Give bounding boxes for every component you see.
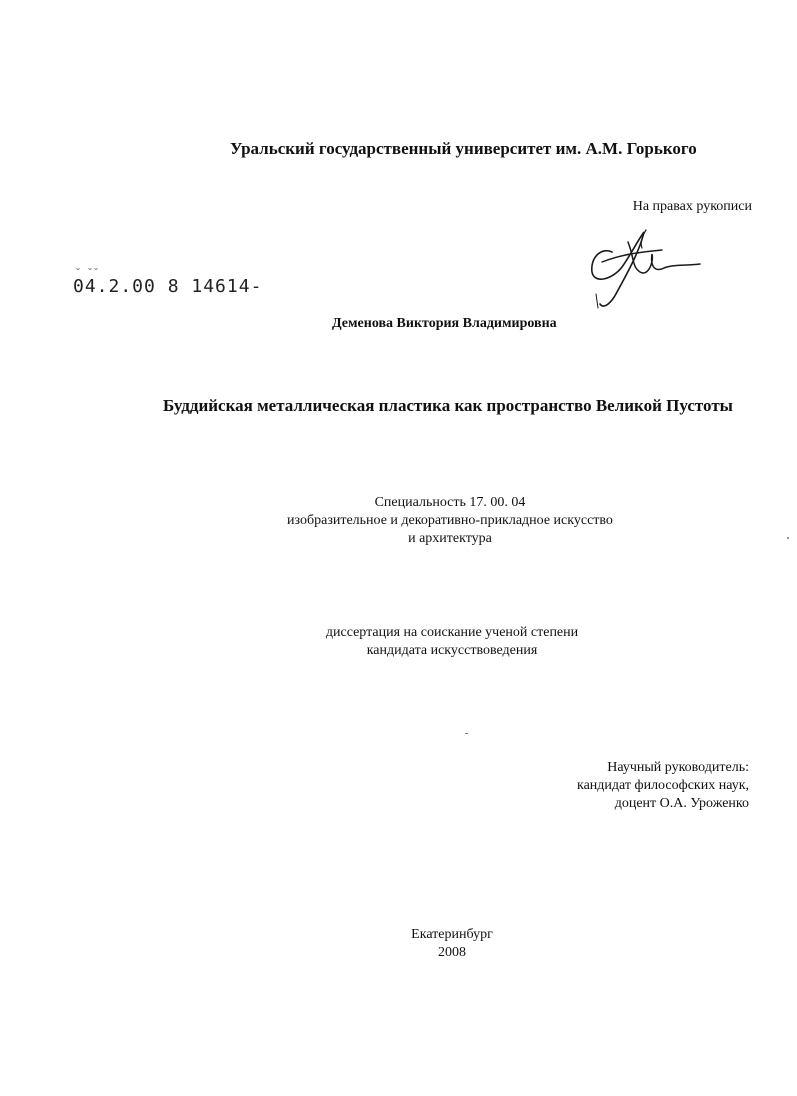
specialty-field-continued: и архитектура [408,531,492,546]
specialty-code: Специальность 17. 00. 04 [374,495,526,510]
place-and-year [252,926,652,962]
degree-line-1: диссертация на соискание ученой степени [325,625,579,640]
library-stamp-number [73,276,262,297]
specialty-field: изобразительное и декоративно-прикладное искусство [287,513,613,528]
handwritten-signature-icon [582,222,702,312]
year: 2008 [438,945,466,960]
degree-line-2: кандидата искусствоведения [366,643,538,658]
scan-speck [787,537,789,539]
stamp-dash: - [250,276,263,297]
supervisor-block [577,759,749,813]
stamp-number-text: 04.2.00 8 14614 [73,276,251,297]
city-name: Екатеринбург [411,927,493,942]
author-name: Деменова Виктория Владимировна [332,316,557,331]
specialty-block [250,494,650,548]
supervisor-degree: кандидат философских наук, [577,778,749,793]
degree-block [252,624,652,660]
supervisor-name: доцент О.А. Уроженко [614,796,749,811]
dissertation-title: Буддийская металлическая пластика как пространство Великой Пустоты [163,396,733,415]
scan-speck [465,733,468,734]
supervisor-heading: Научный руководитель: [607,760,749,775]
manuscript-rights-note: На правах рукописи [632,199,752,214]
stamp-marks: ˘ ˘˘ [75,268,100,279]
university-name: Уральский государственный университет им. А.М. Горького [230,139,697,158]
